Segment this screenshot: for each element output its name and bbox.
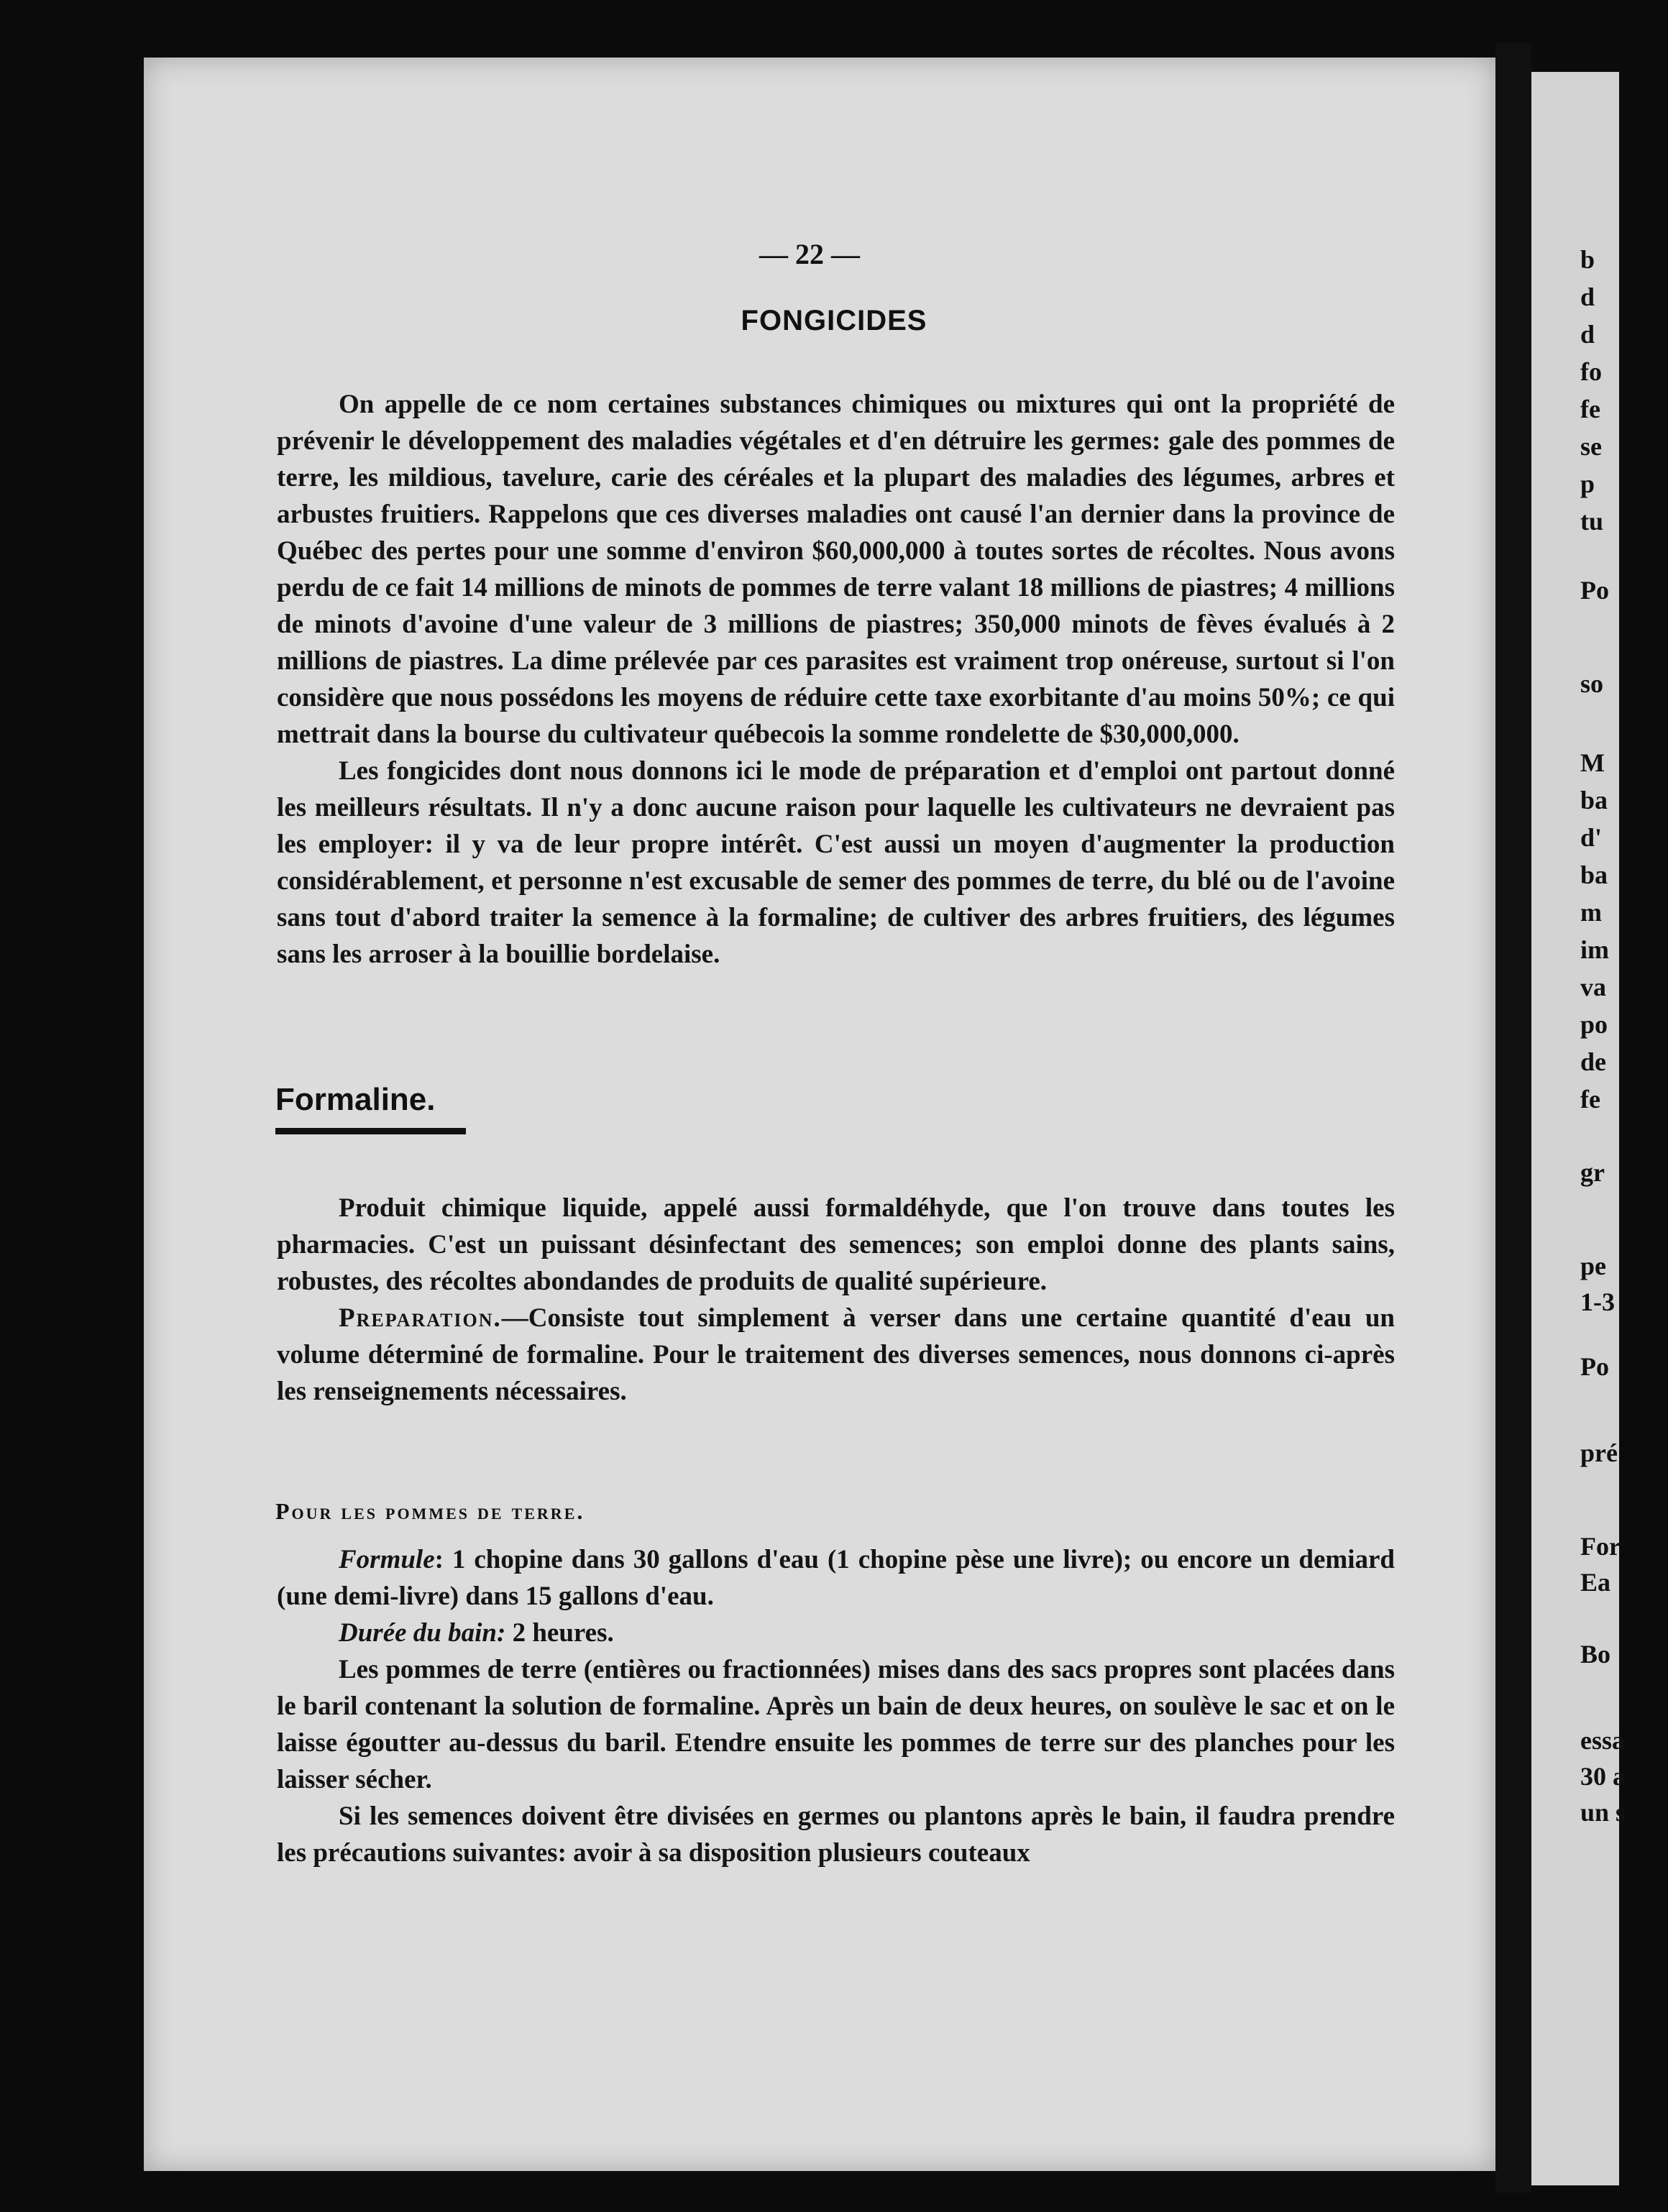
adjacent-page-fragment: fe [1580, 1085, 1600, 1114]
pommes-paragraph-1: Les pommes de terre (entières ou fractionnées) mises dans des sacs propres sont placées dans le baril contenant la solution de formaline. Après un bain de deux heures, on soulève le sac et on le laisse égoutter au-dessus du baril. Etendre ensuite les pommes de terre sur des planches pour les laisser sécher. [277, 1655, 1395, 1794]
adjacent-page-fragment: Po [1580, 1352, 1609, 1381]
adjacent-page-fragment: 30 a [1580, 1762, 1626, 1791]
adjacent-page-fragment: po [1580, 1010, 1608, 1039]
adjacent-page-fragment: 1-3 [1580, 1288, 1615, 1316]
formule-line [277, 1541, 1395, 1615]
adjacent-page-fragment: b [1580, 245, 1595, 274]
adjacent-page-fragment: so [1580, 669, 1604, 698]
adjacent-page-fragment: un s [1580, 1798, 1626, 1827]
adjacent-page-fragment: fe [1580, 395, 1600, 423]
adjacent-page-fragment: va [1580, 973, 1606, 1001]
page-number: — 22 — [759, 238, 860, 270]
adjacent-page-fragment: p [1580, 469, 1595, 498]
intro-text [277, 386, 1395, 973]
adjacent-page-fragment: de [1580, 1047, 1606, 1076]
formaline-description: Produit chimique liquide, appelé aussi formaldéhyde, que l'on trouve dans toutes les pharmacies. C'est un puissant désinfectant des semences; son emploi donne des plants sains, robustes, des récoltes abondandes de produits de qualité supérieure. [277, 1193, 1395, 1296]
preparation-label: Preparation. [339, 1303, 502, 1333]
adjacent-page-edge [1531, 72, 1626, 2185]
adjacent-page-fragment: d [1580, 320, 1595, 349]
duree-label: Durée du bain: [339, 1618, 506, 1648]
pommes-paragraph-2: Si les semences doivent être divisées en germes ou plantons après le bain, il faudra prendre les précautions suivantes: avoir à sa disposition plusieurs couteaux [277, 1802, 1395, 1868]
adjacent-page-fragment: Ea [1580, 1568, 1611, 1597]
adjacent-page-fragment: se [1580, 432, 1602, 461]
adjacent-page-fragment: gr [1580, 1158, 1605, 1187]
adjacent-page-fragment: im [1580, 935, 1609, 964]
adjacent-page-fragment: m [1580, 898, 1602, 927]
formaline-text [277, 1190, 1395, 1410]
adjacent-page-fragment: Po [1580, 576, 1609, 605]
adjacent-page-fragment: ba [1580, 861, 1608, 889]
section-title: FONGICIDES [741, 305, 927, 336]
pommes-de-terre-heading: Pour les pommes de terre. [275, 1498, 585, 1524]
book-gutter [1495, 43, 1531, 2193]
adjacent-page-fragment: fo [1580, 357, 1602, 386]
adjacent-page-fragment: For [1580, 1532, 1621, 1561]
adjacent-page-fragment: ba [1580, 786, 1608, 814]
adjacent-page-fragment: d [1580, 283, 1595, 311]
adjacent-page-fragment: essa [1580, 1726, 1625, 1755]
formaline-preparation [277, 1300, 1395, 1410]
adjacent-page-fragment: pré [1580, 1438, 1618, 1467]
intro-paragraph-1: On appelle de ce nom certaines substances chimiques ou mixtures qui ont la propriété de prévenir le développement des maladies végétales et d'en détruire les germes: gale des pommes de terre, les mildious, tavelure, carie des céréales et la plupart des maladies des légumes, arbres et arbustes fruitiers. Rappelons que ces diverses maladies ont causé l'an dernier dans la province de Québec des pertes pour une somme d'environ $60,000,000 à toutes sortes de récoltes. Nous avons perdu de ce fait 14 millions de minots de pommes de terre valant 18 millions de piastres; 4 millions de minots d'avoine d'une valeur de 3 millions de piastres; 350,000 minots de fèves évalués à 2 millions de piastres. La dime prélevée par ces parasites est vraiment trop onéreuse, surtout si l'on considère que nous possédons les moyens de réduire cette taxe exorbitante d'au moins 50%; ce qui mettrait dans la bourse du cultivateur québecois la somme rondelette de $30,000,000. [277, 390, 1395, 749]
intro-paragraph-2: Les fongicides dont nous donnons ici le mode de préparation et d'emploi ont partout donné les meilleurs résultats. Il n'y a donc aucune raison pour laquelle les cultivateurs ne devraient pas les employer: il y va de leur propre intérêt. C'est aussi un moyen d'augmenter la production considérablement, et personne n'est excusable de semer des pommes de terre, du blé ou de l'avoine sans tout d'abord traiter la semence à la formaline; de cultiver des arbres fruitiers, des légumes sans les arroser à la bouillie bordelaise. [277, 756, 1395, 969]
formule-text: : 1 chopine dans 30 gallons d'eau (1 chopine pèse une livre); ou encore un demiard (une demi-livre) dans 15 gallons d'eau. [277, 1545, 1395, 1611]
adjacent-page-fragment: tu [1580, 507, 1604, 536]
duree-line [277, 1615, 1395, 1651]
adjacent-page-fragment: Bo [1580, 1640, 1611, 1669]
duree-text: 2 heures. [505, 1618, 614, 1648]
formule-label: Formule [339, 1545, 435, 1574]
formaline-heading: Formaline. [275, 1082, 436, 1117]
adjacent-page-fragment: M [1580, 748, 1605, 777]
adjacent-page-fragment: d' [1580, 823, 1603, 852]
preparation-text: —Consiste tout simplement à verser dans une certaine quantité d'eau un volume déterminé de formaline. Pour le traitement des diverses semences, nous donnons ci-après les renseignements nécessaires. [277, 1303, 1395, 1406]
pommes-de-terre-text [277, 1541, 1395, 1871]
adjacent-page-fragment: pe [1580, 1252, 1606, 1280]
heading-underline [275, 1128, 466, 1134]
